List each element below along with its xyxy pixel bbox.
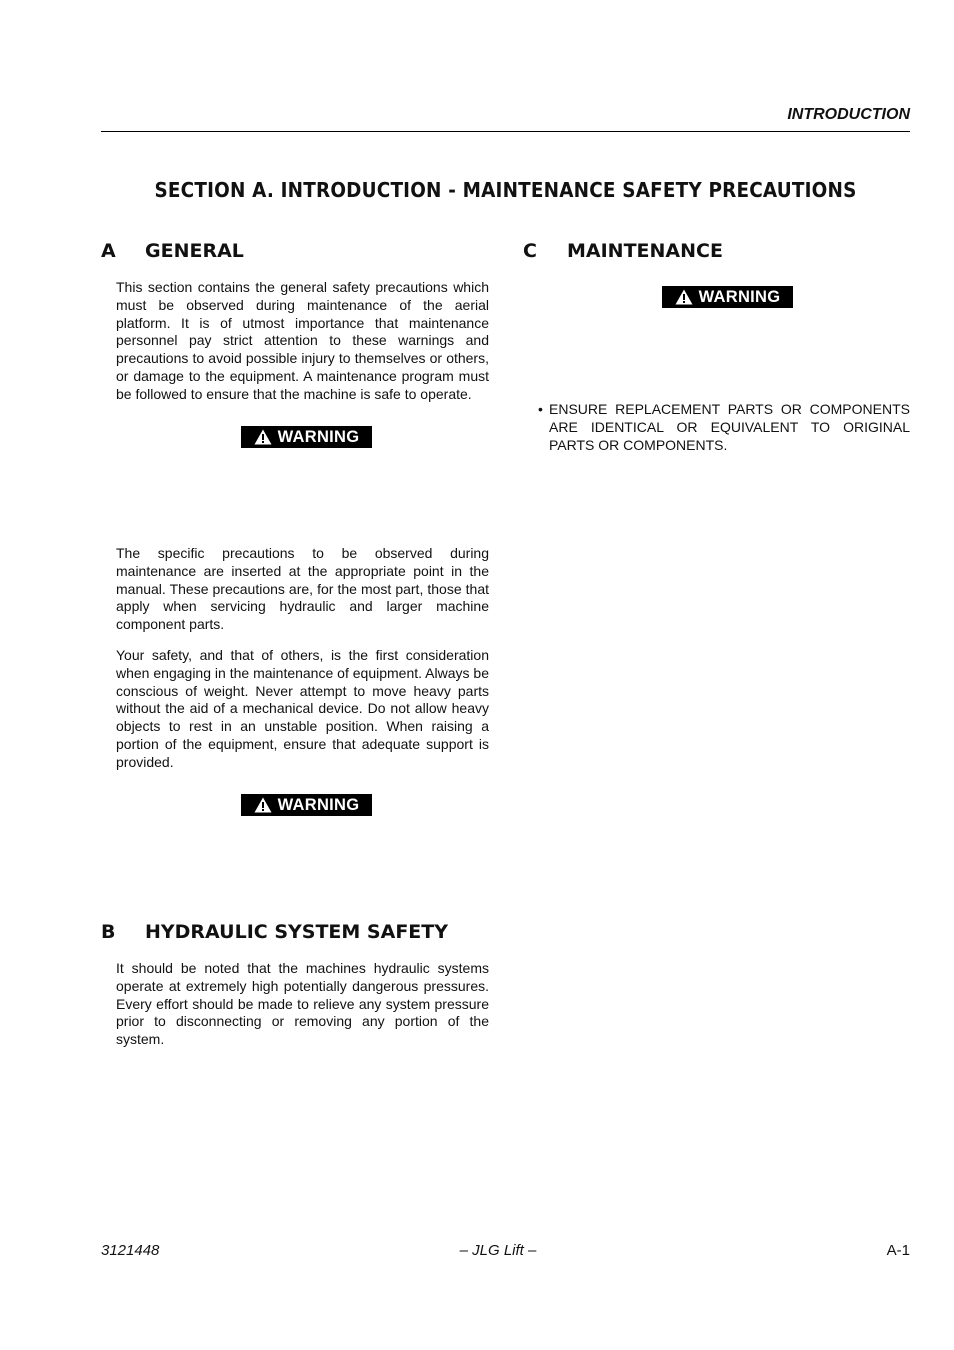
warning-badge-3 bbox=[662, 286, 793, 308]
general-paragraph-2: The specific precautions to be observed during maintenance are inserted at the appropriate point in the manual. These precautions are, for the most part, those that apply when servicing hydraulic and larger machine component parts. bbox=[116, 545, 489, 633]
warning-triangle-icon bbox=[675, 289, 693, 305]
heading-maintenance bbox=[523, 240, 723, 262]
heading-text: MAINTENANCE bbox=[567, 240, 723, 262]
heading-general bbox=[101, 240, 244, 262]
heading-hydraulic-system-safety bbox=[101, 921, 448, 943]
bullet-text: ENSURE REPLACEMENT PARTS OR COMPONENTS ARE IDENTICAL OR EQUIVALENT TO ORIGINAL PARTS OR COMPONENTS. bbox=[549, 401, 910, 453]
heading-text: GENERAL bbox=[145, 240, 244, 262]
footer-doc-number: 3121448 bbox=[101, 1242, 160, 1259]
heading-letter: A bbox=[101, 240, 116, 262]
warning-triangle-icon bbox=[254, 797, 272, 813]
maintenance-bullet-item bbox=[538, 400, 910, 454]
footer-center: – JLG Lift – bbox=[459, 1242, 537, 1259]
hydraulic-paragraph-1: It should be noted that the machines hydraulic systems operate at extremely high potentially dangerous pressures. Every effort should be made to relieve any system pressure prior to disconnecting or removing any portion of the system. bbox=[116, 960, 489, 1048]
warning-label: WARNING bbox=[277, 795, 360, 814]
heading-letter: B bbox=[101, 921, 116, 943]
header-rule bbox=[101, 131, 910, 132]
heading-letter: C bbox=[523, 240, 537, 262]
warning-label: WARNING bbox=[277, 427, 360, 446]
warning-badge-2 bbox=[241, 794, 372, 816]
general-paragraph-3: Your safety, and that of others, is the first consideration when engaging in the maintenance of equipment. Always be conscious of weight. Never attempt to move heavy parts without the aid of a mechanical device. Do not allow heavy objects to rest in an unstable position. When raising a portion of the equipment, ensure that adequate support is provided. bbox=[116, 647, 489, 770]
running-header-title: INTRODUCTION bbox=[787, 106, 910, 123]
warning-triangle-icon bbox=[254, 429, 272, 445]
section-title: SECTION A. INTRODUCTION - MAINTENANCE SAFETY PRECAUTIONS bbox=[154, 178, 857, 202]
footer-page-number: A-1 bbox=[886, 1242, 910, 1259]
warning-badge-1 bbox=[241, 426, 372, 448]
general-paragraph-1: This section contains the general safety precautions which must be observed during maintenance of the aerial platform. It is of utmost importance that maintenance personnel pay strict attention to these warnings and precautions to avoid possible injury to themselves or others, or damage to the equipment. A maintenance program must be followed to ensure that the machine is safe to operate. bbox=[116, 279, 489, 402]
heading-text: HYDRAULIC SYSTEM SAFETY bbox=[145, 921, 448, 943]
warning-label: WARNING bbox=[698, 287, 781, 306]
bullet-dot: • bbox=[538, 401, 543, 417]
